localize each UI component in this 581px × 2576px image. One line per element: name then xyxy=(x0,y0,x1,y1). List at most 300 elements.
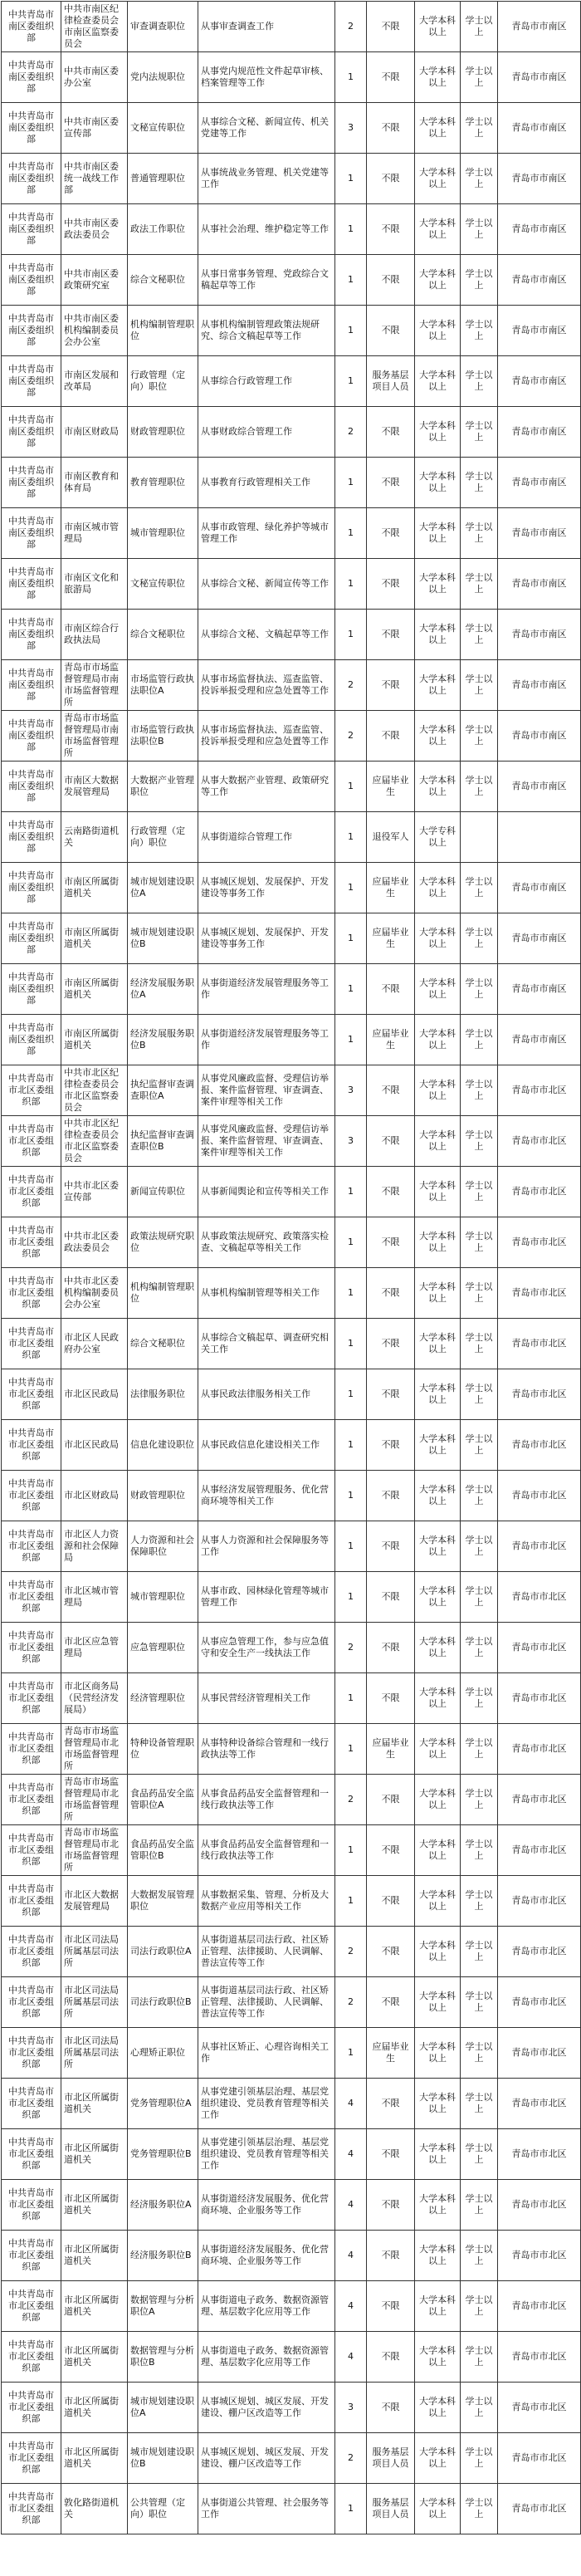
duty-description-cell: 从事城区规划、城区发展、开发建设、棚户区改造等工作 xyxy=(198,2383,335,2433)
duty-description-cell: 从事机构编制管理等相关工作 xyxy=(198,1268,335,1319)
employer-cell: 中共市南区委政策研究室 xyxy=(61,255,128,306)
recruiting-unit-cell: 中共青岛市南区委组织部 xyxy=(2,711,61,762)
recruiting-unit-cell: 中共青岛市市北区委组织部 xyxy=(2,1876,61,1927)
employer-cell: 中共市南区委政法委员会 xyxy=(61,204,128,255)
education-cell: 大学本科以上 xyxy=(415,255,461,306)
employer-cell: 市北区大数据发展管理局 xyxy=(61,1876,128,1927)
education-cell: 大学本科以上 xyxy=(415,458,461,508)
work-location-cell: 青岛市市南区 xyxy=(498,1015,581,1065)
employer-cell: 青岛市市场监督管理局市北市场监督管理所 xyxy=(61,1775,128,1825)
duty-description-cell: 从事民营经济管理相关工作 xyxy=(198,1673,335,1724)
recruiting-unit-cell: 中共青岛市南区委组织部 xyxy=(2,660,61,711)
recruiting-unit-cell: 中共青岛市南区委组织部 xyxy=(2,407,61,458)
work-location-cell: 青岛市市北区 xyxy=(498,1724,581,1775)
employer-cell: 市北区所属街道机关 xyxy=(61,2231,128,2281)
position-name-cell: 经济管理职位 xyxy=(128,1673,198,1724)
table-row xyxy=(2,1116,581,1167)
employer-cell: 市南区综合行政执法局 xyxy=(61,610,128,660)
recruiting-unit-cell: 中共青岛市南区委组织部 xyxy=(2,255,61,306)
education-cell: 大学本科以上 xyxy=(415,1065,461,1116)
work-location-cell: 青岛市市南区 xyxy=(498,306,581,356)
recruiting-unit-cell: 中共青岛市南区委组织部 xyxy=(2,2,61,52)
position-name-cell: 城市规划建设职位B xyxy=(128,913,198,964)
employer-cell: 市南区所属街道机关 xyxy=(61,913,128,964)
degree-cell: 学士以上 xyxy=(461,1927,498,1977)
position-name-cell: 城市规划建设职位A xyxy=(128,863,198,913)
recruiting-unit-cell: 中共青岛市市北区委组织部 xyxy=(2,1521,61,1572)
table-row xyxy=(2,1420,581,1471)
work-location-cell: 青岛市市南区 xyxy=(498,964,581,1015)
table-row xyxy=(2,812,581,863)
applicant-type-cell: 不限 xyxy=(367,255,415,306)
table-row xyxy=(2,306,581,356)
degree-cell: 学士以上 xyxy=(461,306,498,356)
degree-cell: 学士以上 xyxy=(461,508,498,559)
position-name-cell: 行政管理（定向）职位 xyxy=(128,812,198,863)
hire-count-cell: 4 xyxy=(335,2129,367,2180)
position-name-cell: 党务管理职位A xyxy=(128,2079,198,2129)
table-row xyxy=(2,1775,581,1825)
job-table-body xyxy=(2,2,581,2534)
hire-count-cell: 1 xyxy=(335,863,367,913)
table-row xyxy=(2,2484,581,2534)
hire-count-cell: 1 xyxy=(335,2028,367,2079)
position-name-cell: 数据管理与分析职位A xyxy=(128,2281,198,2332)
degree-cell: 学士以上 xyxy=(461,964,498,1015)
position-name-cell: 食品药品安全监管职位A xyxy=(128,1775,198,1825)
employer-cell: 市北区所属街道机关 xyxy=(61,2383,128,2433)
table-row xyxy=(2,610,581,660)
degree-cell: 学士以上 xyxy=(461,1623,498,1673)
hire-count-cell: 4 xyxy=(335,2332,367,2383)
hire-count-cell: 1 xyxy=(335,204,367,255)
education-cell: 大学本科以上 xyxy=(415,1471,461,1521)
education-cell: 大学本科以上 xyxy=(415,1623,461,1673)
applicant-type-cell: 不限 xyxy=(367,1167,415,1217)
education-cell: 大学本科以上 xyxy=(415,913,461,964)
degree-cell: 学士以上 xyxy=(461,52,498,103)
position-name-cell: 政策法规研究职位 xyxy=(128,1217,198,1268)
work-location-cell: 青岛市市南区 xyxy=(498,660,581,711)
applicant-type-cell: 不限 xyxy=(367,1673,415,1724)
applicant-type-cell: 不限 xyxy=(367,1319,415,1369)
hire-count-cell: 1 xyxy=(335,1319,367,1369)
education-cell: 大学本科以上 xyxy=(415,356,461,407)
table-row xyxy=(2,2180,581,2231)
recruiting-unit-cell: 中共青岛市南区委组织部 xyxy=(2,559,61,610)
degree-cell: 学士以上 xyxy=(461,863,498,913)
employer-cell: 市北区司法局所属基层司法所 xyxy=(61,2028,128,2079)
hire-count-cell: 2 xyxy=(335,1623,367,1673)
applicant-type-cell: 应届毕业生 xyxy=(367,1015,415,1065)
hire-count-cell: 1 xyxy=(335,2484,367,2534)
applicant-type-cell: 应届毕业生 xyxy=(367,863,415,913)
employer-cell: 中共市南区委机构编制委员会办公室 xyxy=(61,306,128,356)
education-cell: 大学本科以上 xyxy=(415,1217,461,1268)
applicant-type-cell: 不限 xyxy=(367,1775,415,1825)
employer-cell: 市南区所属街道机关 xyxy=(61,1015,128,1065)
table-row xyxy=(2,1623,581,1673)
hire-count-cell: 2 xyxy=(335,660,367,711)
degree-cell: 学士以上 xyxy=(461,1167,498,1217)
hire-count-cell: 3 xyxy=(335,2383,367,2433)
position-name-cell: 公共管理（定向）职位 xyxy=(128,2484,198,2534)
applicant-type-cell: 应届毕业生 xyxy=(367,1724,415,1775)
degree-cell: 学士以上 xyxy=(461,2281,498,2332)
employer-cell: 青岛市市场监督管理局市南市场监督管理所 xyxy=(61,660,128,711)
work-location-cell: 青岛市市南区 xyxy=(498,255,581,306)
education-cell: 大学本科以上 xyxy=(415,610,461,660)
education-cell: 大学本科以上 xyxy=(415,2281,461,2332)
education-cell: 大学本科以上 xyxy=(415,2332,461,2383)
duty-description-cell: 从事街道经济发展管理服务等工作 xyxy=(198,964,335,1015)
employer-cell: 市南区发展和改革局 xyxy=(61,356,128,407)
duty-description-cell: 从事街道经济发展服务、优化营商环境、企业服务等工作 xyxy=(198,2231,335,2281)
education-cell: 大学本科以上 xyxy=(415,2079,461,2129)
hire-count-cell: 4 xyxy=(335,2180,367,2231)
duty-description-cell: 从事数据采集、管理、分析及大数据产业应用等相关工作 xyxy=(198,1876,335,1927)
position-name-cell: 经济发展服务职位B xyxy=(128,1015,198,1065)
education-cell: 大学本科以上 xyxy=(415,1572,461,1623)
duty-description-cell: 从事街道基层司法行政、社区矫正管理、法律援助、人民调解、普法宣传等工作 xyxy=(198,1977,335,2028)
recruiting-unit-cell: 中共青岛市市北区委组织部 xyxy=(2,2281,61,2332)
recruiting-unit-cell: 中共青岛市市北区委组织部 xyxy=(2,1572,61,1623)
employer-cell: 市北区应急管理局 xyxy=(61,1623,128,1673)
education-cell: 大学本科以上 xyxy=(415,1825,461,1876)
table-row xyxy=(2,1065,581,1116)
applicant-type-cell: 不限 xyxy=(367,1217,415,1268)
table-row xyxy=(2,458,581,508)
work-location-cell: 青岛市市南区 xyxy=(498,913,581,964)
employer-cell: 青岛市市场监督管理局市南市场监督管理所 xyxy=(61,711,128,762)
work-location-cell: 青岛市市北区 xyxy=(498,1065,581,1116)
duty-description-cell: 从事人力资源和社会保障服务等工作 xyxy=(198,1521,335,1572)
duty-description-cell: 从事街道公共管理、社会服务等工作 xyxy=(198,2484,335,2534)
table-row xyxy=(2,1167,581,1217)
employer-cell: 市南区城市管理局 xyxy=(61,508,128,559)
hire-count-cell: 1 xyxy=(335,1876,367,1927)
position-name-cell: 文秘宣传职位 xyxy=(128,103,198,154)
employer-cell: 市南区大数据发展管理局 xyxy=(61,762,128,812)
hire-count-cell: 1 xyxy=(335,1521,367,1572)
position-name-cell: 执纪监督审查调查职位A xyxy=(128,1065,198,1116)
table-row xyxy=(2,356,581,407)
hire-count-cell: 1 xyxy=(335,508,367,559)
position-name-cell: 特种设备管理职位 xyxy=(128,1724,198,1775)
applicant-type-cell: 不限 xyxy=(367,52,415,103)
applicant-type-cell: 不限 xyxy=(367,1825,415,1876)
hire-count-cell: 1 xyxy=(335,1167,367,1217)
position-name-cell: 审查调查职位 xyxy=(128,2,198,52)
duty-description-cell: 从事教育行政管理相关工作 xyxy=(198,458,335,508)
table-row xyxy=(2,1977,581,2028)
degree-cell: 学士以上 xyxy=(461,103,498,154)
duty-description-cell: 从事机构编制管理政策法规研究、综合文稿起草等工作 xyxy=(198,306,335,356)
degree-cell: 学士以上 xyxy=(461,2231,498,2281)
duty-description-cell: 从事大数据产业管理、政策研究等工作 xyxy=(198,762,335,812)
degree-cell: 学士以上 xyxy=(461,1217,498,1268)
hire-count-cell: 2 xyxy=(335,1927,367,1977)
recruiting-unit-cell: 中共青岛市市北区委组织部 xyxy=(2,1977,61,2028)
degree-cell: 学士以上 xyxy=(461,407,498,458)
degree-cell: 学士以上 xyxy=(461,1015,498,1065)
work-location-cell: 青岛市市南区 xyxy=(498,458,581,508)
hire-count-cell: 1 xyxy=(335,1673,367,1724)
education-cell: 大学专科以上 xyxy=(415,812,461,863)
table-row xyxy=(2,1268,581,1319)
education-cell: 大学本科以上 xyxy=(415,1015,461,1065)
employer-cell: 市北区所属街道机关 xyxy=(61,2079,128,2129)
table-row xyxy=(2,1521,581,1572)
work-location-cell: 青岛市市北区 xyxy=(498,2231,581,2281)
work-location-cell: 青岛市市北区 xyxy=(498,1217,581,1268)
work-location-cell: 青岛市市北区 xyxy=(498,1775,581,1825)
applicant-type-cell: 不限 xyxy=(367,2332,415,2383)
degree-cell: 学士以上 xyxy=(461,2484,498,2534)
education-cell: 大学本科以上 xyxy=(415,2180,461,2231)
applicant-type-cell: 不限 xyxy=(367,610,415,660)
degree-cell: 学士以上 xyxy=(461,2433,498,2484)
recruiting-unit-cell: 中共青岛市市北区委组织部 xyxy=(2,1268,61,1319)
work-location-cell: 青岛市市北区 xyxy=(498,1673,581,1724)
employer-cell: 市北区人民政府办公室 xyxy=(61,1319,128,1369)
table-row xyxy=(2,2,581,52)
applicant-type-cell: 不限 xyxy=(367,306,415,356)
recruiting-unit-cell: 中共青岛市南区委组织部 xyxy=(2,103,61,154)
hire-count-cell: 2 xyxy=(335,1775,367,1825)
education-cell: 大学本科以上 xyxy=(415,762,461,812)
table-row xyxy=(2,154,581,204)
work-location-cell: 青岛市市北区 xyxy=(498,1572,581,1623)
duty-description-cell: 从事党建引领基层治理、基层党组织建设、党员教育管理等相关工作 xyxy=(198,2129,335,2180)
work-location-cell: 青岛市市北区 xyxy=(498,1825,581,1876)
hire-count-cell: 1 xyxy=(335,1420,367,1471)
table-row xyxy=(2,1825,581,1876)
hire-count-cell: 1 xyxy=(335,1724,367,1775)
education-cell: 大学本科以上 xyxy=(415,863,461,913)
employer-cell: 市北区所属街道机关 xyxy=(61,2433,128,2484)
hire-count-cell: 1 xyxy=(335,964,367,1015)
duty-description-cell: 从事街道综合管理工作 xyxy=(198,812,335,863)
employer-cell: 青岛市市场监督管理局市北市场监督管理所 xyxy=(61,1825,128,1876)
employer-cell: 市南区财政局 xyxy=(61,407,128,458)
table-row xyxy=(2,1927,581,1977)
degree-cell: 学士以上 xyxy=(461,1420,498,1471)
degree-cell: 学士以上 xyxy=(461,458,498,508)
degree-cell: 学士以上 xyxy=(461,2332,498,2383)
recruiting-unit-cell: 中共青岛市市北区委组织部 xyxy=(2,1319,61,1369)
recruiting-unit-cell: 中共青岛市南区委组织部 xyxy=(2,356,61,407)
table-row xyxy=(2,1319,581,1369)
work-location-cell: 青岛市市南区 xyxy=(498,508,581,559)
hire-count-cell: 1 xyxy=(335,1471,367,1521)
applicant-type-cell: 不限 xyxy=(367,711,415,762)
table-row xyxy=(2,863,581,913)
duty-description-cell: 从事民政法律服务相关工作 xyxy=(198,1369,335,1420)
position-name-cell: 大数据发展管理职位 xyxy=(128,1876,198,1927)
table-row xyxy=(2,508,581,559)
table-row xyxy=(2,1471,581,1521)
position-name-cell: 文秘宣传职位 xyxy=(128,559,198,610)
applicant-type-cell: 不限 xyxy=(367,1572,415,1623)
work-location-cell: 青岛市市北区 xyxy=(498,2332,581,2383)
hire-count-cell: 1 xyxy=(335,1217,367,1268)
applicant-type-cell: 不限 xyxy=(367,1065,415,1116)
recruiting-unit-cell: 中共青岛市市北区委组织部 xyxy=(2,1673,61,1724)
table-row xyxy=(2,2281,581,2332)
employer-cell: 中共市南区纪律检查委员会市南区监察委员会 xyxy=(61,2,128,52)
recruiting-unit-cell: 中共青岛市南区委组织部 xyxy=(2,1015,61,1065)
education-cell: 大学本科以上 xyxy=(415,1673,461,1724)
table-row xyxy=(2,762,581,812)
education-cell: 大学本科以上 xyxy=(415,1521,461,1572)
duty-description-cell: 从事综合文秘、文稿起草等工作 xyxy=(198,610,335,660)
work-location-cell: 青岛市市南区 xyxy=(498,103,581,154)
degree-cell: 学士以上 xyxy=(461,1268,498,1319)
hire-count-cell: 1 xyxy=(335,458,367,508)
applicant-type-cell: 不限 xyxy=(367,458,415,508)
employer-cell: 市北区民政局 xyxy=(61,1369,128,1420)
work-location-cell: 青岛市市北区 xyxy=(498,1977,581,2028)
hire-count-cell: 1 xyxy=(335,812,367,863)
hire-count-cell: 3 xyxy=(335,1116,367,1167)
degree-cell: 学士以上 xyxy=(461,2079,498,2129)
table-row xyxy=(2,1876,581,1927)
education-cell: 大学本科以上 xyxy=(415,964,461,1015)
degree-cell: 学士以上 xyxy=(461,559,498,610)
duty-description-cell: 从事新闻舆论和宣传等相关工作 xyxy=(198,1167,335,1217)
recruiting-unit-cell: 中共青岛市南区委组织部 xyxy=(2,863,61,913)
work-location-cell: 青岛市市北区 xyxy=(498,2383,581,2433)
education-cell: 大学本科以上 xyxy=(415,2231,461,2281)
table-row xyxy=(2,2433,581,2484)
hire-count-cell: 1 xyxy=(335,762,367,812)
table-row xyxy=(2,964,581,1015)
recruiting-unit-cell: 中共青岛市市北区委组织部 xyxy=(2,2129,61,2180)
hire-count-cell: 1 xyxy=(335,559,367,610)
degree-cell: 学士以上 xyxy=(461,2028,498,2079)
hire-count-cell: 1 xyxy=(335,154,367,204)
recruiting-unit-cell: 中共青岛市南区委组织部 xyxy=(2,508,61,559)
hire-count-cell: 1 xyxy=(335,1015,367,1065)
applicant-type-cell: 不限 xyxy=(367,407,415,458)
position-name-cell: 司法行政职位B xyxy=(128,1977,198,2028)
position-name-cell: 市场监管行政执法职位A xyxy=(128,660,198,711)
table-row xyxy=(2,1724,581,1775)
position-name-cell: 机构编制管理职位 xyxy=(128,306,198,356)
applicant-type-cell: 不限 xyxy=(367,2,415,52)
education-cell: 大学本科以上 xyxy=(415,306,461,356)
table-row xyxy=(2,2129,581,2180)
recruiting-unit-cell: 中共青岛市市北区委组织部 xyxy=(2,1116,61,1167)
recruiting-unit-cell: 中共青岛市南区委组织部 xyxy=(2,154,61,204)
hire-count-cell: 4 xyxy=(335,2231,367,2281)
duty-description-cell: 从事综合文秘、新闻宣传、机关党建等工作 xyxy=(198,103,335,154)
position-name-cell: 经济服务职位B xyxy=(128,2231,198,2281)
degree-cell: 学士以上 xyxy=(461,154,498,204)
employer-cell: 市北区城市管理局 xyxy=(61,1572,128,1623)
position-name-cell: 经济发展服务职位A xyxy=(128,964,198,1015)
degree-cell: 学士以上 xyxy=(461,711,498,762)
duty-description-cell: 从事食品药品安全监督管理和一线行政执法等工作 xyxy=(198,1825,335,1876)
position-name-cell: 城市规划建设职位A xyxy=(128,2383,198,2433)
recruiting-unit-cell: 中共青岛市市北区委组织部 xyxy=(2,1825,61,1876)
work-location-cell: 青岛市市南区 xyxy=(498,407,581,458)
table-row xyxy=(2,103,581,154)
hire-count-cell: 3 xyxy=(335,1065,367,1116)
degree-cell: 学士以上 xyxy=(461,1319,498,1369)
recruiting-unit-cell: 中共青岛市南区委组织部 xyxy=(2,610,61,660)
position-name-cell: 司法行政职位A xyxy=(128,1927,198,1977)
table-row xyxy=(2,559,581,610)
work-location-cell: 青岛市市南区 xyxy=(498,762,581,812)
degree-cell: 学士以上 xyxy=(461,1876,498,1927)
education-cell: 大学本科以上 xyxy=(415,2484,461,2534)
employer-cell: 中共市北区委宣传部 xyxy=(61,1167,128,1217)
hire-count-cell: 1 xyxy=(335,1572,367,1623)
table-row xyxy=(2,2028,581,2079)
applicant-type-cell: 退役军人 xyxy=(367,812,415,863)
hire-count-cell: 1 xyxy=(335,306,367,356)
work-location-cell: 青岛市市北区 xyxy=(498,1876,581,1927)
table-row xyxy=(2,52,581,103)
degree-cell: 学士以上 xyxy=(461,1775,498,1825)
work-location-cell: 青岛市市南区 xyxy=(498,610,581,660)
position-name-cell: 城市管理职位 xyxy=(128,1572,198,1623)
education-cell: 大学本科以上 xyxy=(415,508,461,559)
degree-cell: 学士以上 xyxy=(461,2129,498,2180)
recruiting-unit-cell: 中共青岛市南区委组织部 xyxy=(2,306,61,356)
recruiting-unit-cell: 中共青岛市南区委组织部 xyxy=(2,964,61,1015)
duty-description-cell: 从事街道经济发展管理服务等工作 xyxy=(198,1015,335,1065)
applicant-type-cell: 不限 xyxy=(367,660,415,711)
work-location-cell: 青岛市市南区 xyxy=(498,52,581,103)
degree-cell: 学士以上 xyxy=(461,1977,498,2028)
recruiting-unit-cell: 中共青岛市市北区委组织部 xyxy=(2,1167,61,1217)
work-location-cell: 青岛市市北区 xyxy=(498,2433,581,2484)
applicant-type-cell: 服务基层项目人员 xyxy=(367,2433,415,2484)
education-cell: 大学本科以上 xyxy=(415,204,461,255)
education-cell: 大学本科以上 xyxy=(415,660,461,711)
work-location-cell: 青岛市市北区 xyxy=(498,1420,581,1471)
recruiting-unit-cell: 中共青岛市南区委组织部 xyxy=(2,812,61,863)
hire-count-cell: 1 xyxy=(335,610,367,660)
employer-cell: 云南路街道机关 xyxy=(61,812,128,863)
duty-description-cell: 从事综合行政管理工作 xyxy=(198,356,335,407)
position-name-cell: 机构编制管理职位 xyxy=(128,1268,198,1319)
degree-cell: 学士以上 xyxy=(461,913,498,964)
table-row xyxy=(2,2383,581,2433)
recruiting-unit-cell: 中共青岛市南区委组织部 xyxy=(2,52,61,103)
work-location-cell: 青岛市市北区 xyxy=(498,2180,581,2231)
position-name-cell: 行政管理（定向）职位 xyxy=(128,356,198,407)
duty-description-cell: 从事市政管理、绿化养护等城市管理工作 xyxy=(198,508,335,559)
applicant-type-cell: 不限 xyxy=(367,1471,415,1521)
recruiting-unit-cell: 中共青岛市市北区委组织部 xyxy=(2,1217,61,1268)
education-cell: 大学本科以上 xyxy=(415,154,461,204)
duty-description-cell: 从事市场监督执法、巡查监管、投诉举报受理和应急处置等工作 xyxy=(198,711,335,762)
employer-cell: 市北区所属街道机关 xyxy=(61,2332,128,2383)
hire-count-cell: 1 xyxy=(335,52,367,103)
employer-cell: 市南区文化和旅游局 xyxy=(61,559,128,610)
degree-cell: 学士以上 xyxy=(461,1825,498,1876)
degree-cell: 学士以上 xyxy=(461,1724,498,1775)
duty-description-cell: 从事城区规划、发展保护、开发建设等事务工作 xyxy=(198,913,335,964)
work-location-cell: 青岛市市北区 xyxy=(498,2079,581,2129)
duty-description-cell: 从事特种设备综合管理和一线行政执法等工作 xyxy=(198,1724,335,1775)
position-name-cell: 政法工作职位 xyxy=(128,204,198,255)
work-location-cell: 青岛市市北区 xyxy=(498,1623,581,1673)
